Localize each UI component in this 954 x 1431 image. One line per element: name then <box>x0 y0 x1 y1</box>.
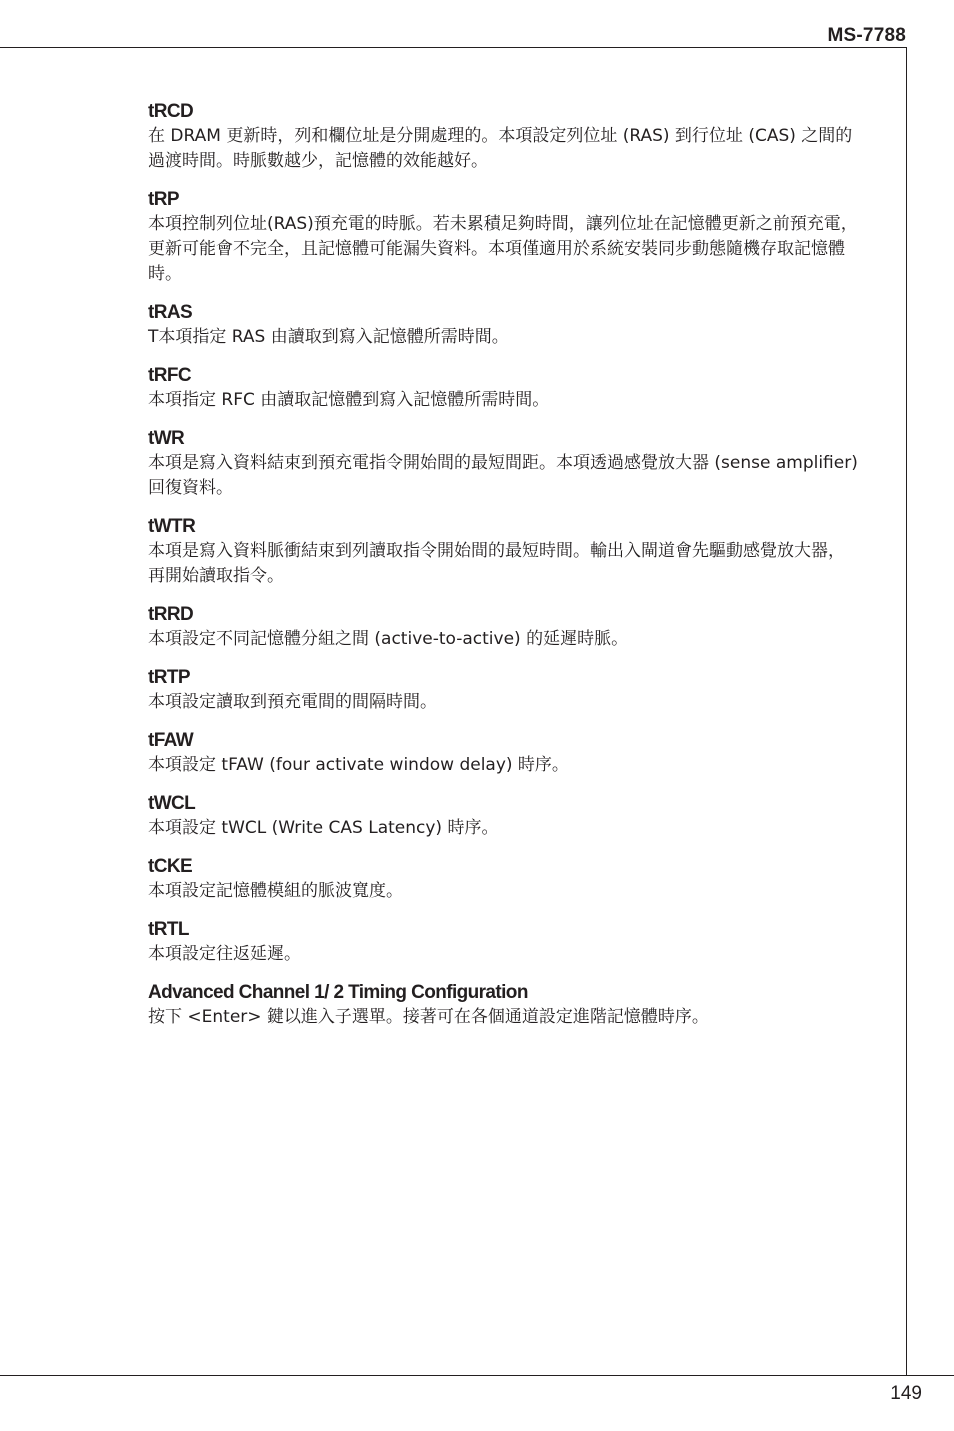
section-tfaw <box>148 729 858 778</box>
section-trcd <box>148 100 858 174</box>
section-title: tWR <box>148 428 185 449</box>
page-number: 149 <box>890 1383 922 1404</box>
section-twr <box>148 427 858 501</box>
section-title: tRP <box>148 189 179 210</box>
section-advanced-channel-timing <box>148 981 858 1030</box>
right-margin-rule <box>906 47 907 1376</box>
section-title: tRFC <box>148 365 191 386</box>
section-trp <box>148 188 858 287</box>
section-trfc <box>148 364 858 413</box>
section-description: 本項是寫入資料脈衝結束到列讀取指令開始間的最短時間。輸出入閘道會先驅動感覺放大器，再開始讀取指令。 <box>148 541 845 586</box>
section-description: 本項控制列位址(RAS)預充電的時脈。若未累積足夠時間，讓列位址在記憶體更新之前預充電，更新可能會不完全，且記憶體可能漏失資料。本項僅適用於系統安裝同步動態隨機存取記憶體時。 <box>148 214 858 284</box>
section-title: tWTR <box>148 516 196 537</box>
section-description: 本項設定記憶體模組的脈波寬度。 <box>148 881 403 901</box>
section-description: 本項設定 tWCL (Write CAS Latency) 時序。 <box>148 818 499 838</box>
section-twtr <box>148 515 858 589</box>
section-description: 本項是寫入資料結束到預充電指令開始間的最短間距。本項透過感覺放大器 (sense amplifier)回復資料。 <box>148 453 858 498</box>
section-description: 在 DRAM 更新時，列和欄位址是分開處理的。本項設定列位址 (RAS) 到行位址 (CAS) 之間的過渡時間。時脈數越少，記憶體的效能越好。 <box>148 126 853 171</box>
section-description: 本項設定不同記憶體分組之間 (active-to-active) 的延遲時脈。 <box>148 629 629 649</box>
section-title: tFAW <box>148 730 194 751</box>
footer-rule <box>0 1375 954 1376</box>
section-title: tWCL <box>148 793 196 814</box>
section-description: T本項指定 RAS 由讀取到寫入記憶體所需時間。 <box>148 327 509 347</box>
section-trtp <box>148 666 858 715</box>
section-tcke <box>148 855 858 904</box>
section-trtl <box>148 918 858 967</box>
section-title: Advanced Channel 1/ 2 Timing Configuration <box>148 982 528 1003</box>
section-description: 本項設定往返延遲。 <box>148 944 301 964</box>
section-description: 本項指定 RFC 由讀取記憶體到寫入記憶體所需時間。 <box>148 390 550 410</box>
section-title: tRTP <box>148 667 190 688</box>
header-rule <box>0 47 907 48</box>
section-tras <box>148 301 858 350</box>
section-description: 本項設定讀取到預充電間的間隔時間。 <box>148 692 437 712</box>
model-label: MS-7788 <box>827 25 906 46</box>
section-title: tRRD <box>148 604 194 625</box>
section-title: tRAS <box>148 302 193 323</box>
page-content <box>148 100 858 1044</box>
section-title: tCKE <box>148 856 193 877</box>
section-twcl <box>148 792 858 841</box>
section-description: 本項設定 tFAW (four activate window delay) 時序。 <box>148 755 569 775</box>
section-title: tRCD <box>148 101 194 122</box>
section-description: 按下 <Enter> 鍵以進入子選單。接著可在各個通道設定進階記憶體時序。 <box>148 1007 709 1027</box>
section-title: tRTL <box>148 919 189 940</box>
section-trrd <box>148 603 858 652</box>
